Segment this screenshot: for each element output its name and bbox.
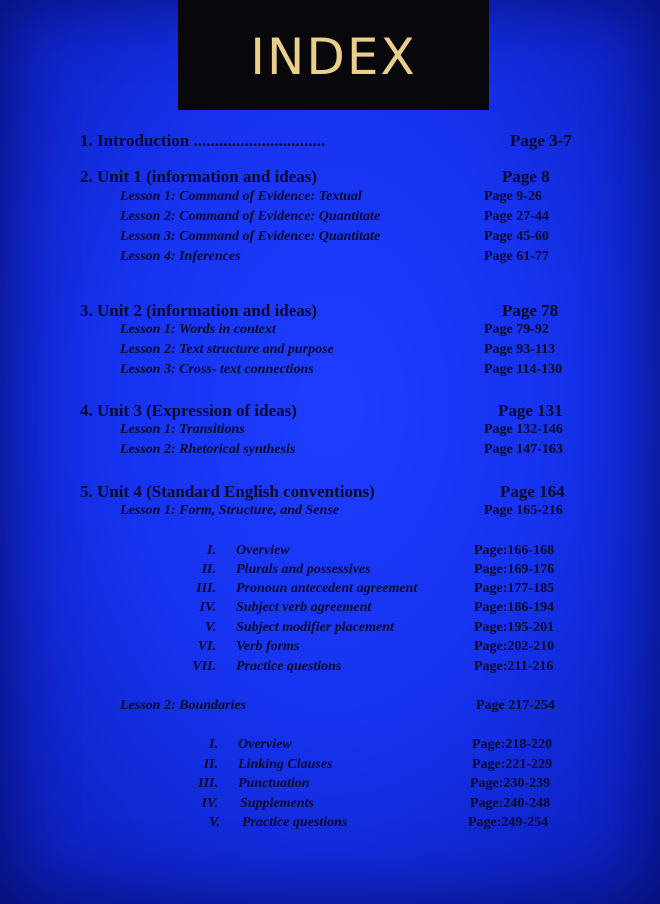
unit2-page: Page 78 <box>502 301 559 320</box>
l1-item2-label: Plurals and possessives <box>236 562 371 577</box>
l2-item3-page: Page:230-239 <box>470 776 551 791</box>
l1-item3-num: III. <box>196 581 216 596</box>
l1-item1-num: I. <box>207 543 216 558</box>
unit1-lesson4-page: Page 61-77 <box>484 249 549 264</box>
unit2-lesson2-page: Page 93-113 <box>484 342 556 357</box>
unit2-lesson3-label: Lesson 3: Cross- text connections <box>120 362 314 377</box>
l2-item2-page: Page:221-229 <box>472 757 553 772</box>
unit1-page: Page 8 <box>502 167 550 186</box>
unit1-lesson3-page: Page 45-60 <box>484 229 549 244</box>
unit4-lesson2-page: Page 217-254 <box>476 698 555 713</box>
unit3-lesson2-page: Page 147-163 <box>484 442 563 457</box>
unit2-label: 3. Unit 2 (information and ideas) <box>80 301 318 320</box>
unit3-lesson1-label: Lesson 1: Transitions <box>120 422 245 437</box>
unit3-page: Page 131 <box>498 401 563 420</box>
l2-item4-label: Supplements <box>240 796 314 811</box>
l1-item7-page: Page:211-216 <box>474 659 554 674</box>
l1-item6-label: Verb forms <box>236 639 300 654</box>
unit1-lesson3-label: Lesson 3: Command of Evidence: Quantitate <box>120 229 381 244</box>
index-banner <box>178 0 489 110</box>
unit2-lesson2-label: Lesson 2: Text structure and purpose <box>120 342 334 357</box>
index-title: INDEX <box>250 28 417 86</box>
unit4-lesson1-label: Lesson 1: Form, Structure, and Sense <box>120 503 339 518</box>
unit1-lesson2-label: Lesson 2: Command of Evidence: Quantitate <box>120 209 381 224</box>
l2-item1-label: Overview <box>238 737 292 752</box>
unit4-page: Page 164 <box>500 482 565 501</box>
l1-item4-label: Subject verb agreement <box>236 600 372 615</box>
unit1-lesson1-label: Lesson 1: Command of Evidence: Textual <box>120 189 362 204</box>
unit4-lesson1-page: Page 165-216 <box>484 503 563 518</box>
l2-item5-label: Practice questions <box>242 815 348 830</box>
unit2-lesson3-page: Page 114-130 <box>484 362 563 377</box>
l2-item4-num: IV. <box>201 796 218 811</box>
unit1-lesson2-page: Page 27-44 <box>484 209 549 224</box>
l1-item6-num: VI. <box>197 639 216 654</box>
l2-item1-num: I. <box>209 737 218 752</box>
intro-page: Page 3-7 <box>510 131 572 150</box>
unit1-lesson1-page: Page 9-26 <box>484 189 542 204</box>
unit4-lesson2-label: Lesson 2: Boundaries <box>120 698 247 713</box>
l2-item5-num: V. <box>208 815 220 830</box>
l1-item2-page: Page:169-176 <box>474 562 555 577</box>
unit3-label: 4. Unit 3 (Expression of ideas) <box>80 401 297 420</box>
l2-item3-label: Punctuation <box>238 776 310 791</box>
l2-item3-num: III. <box>198 776 218 791</box>
intro-label: 1. Introduction ............................... <box>80 131 326 150</box>
l2-item2-num: II. <box>203 757 218 772</box>
l2-item1-page: Page:218-220 <box>472 737 553 752</box>
unit1-label: 2. Unit 1 (information and ideas) <box>80 167 318 186</box>
l2-item2-label: Linking Clauses <box>238 757 333 772</box>
l1-item5-label: Subject modifier placement <box>236 620 394 635</box>
l1-item4-page: Page:186-194 <box>474 600 555 615</box>
unit1-lesson4-label: Lesson 4: Inferences <box>120 249 241 264</box>
l1-item3-label: Pronoun antecedent agreement <box>236 581 418 596</box>
l1-item6-page: Page:202-210 <box>474 639 555 654</box>
l1-item1-page: Page:166-168 <box>474 543 555 558</box>
l1-item7-label: Practice questions <box>236 659 342 674</box>
l1-item3-page: Page:177-185 <box>474 581 555 596</box>
unit2-lesson1-page: Page 79-92 <box>484 322 549 337</box>
unit3-lesson2-label: Lesson 2: Rhetorical synthesis <box>120 442 296 457</box>
l1-item2-num: II. <box>201 562 216 577</box>
l1-item1-label: Overview <box>236 543 290 558</box>
l2-item4-page: Page:240-248 <box>470 796 551 811</box>
l1-item5-num: V. <box>204 620 216 635</box>
unit2-lesson1-label: Lesson 1: Words in context <box>120 322 276 337</box>
unit4-label: 5. Unit 4 (Standard English conventions) <box>80 482 375 501</box>
l2-item5-page: Page:249-254 <box>468 815 549 830</box>
l1-item7-num: VII. <box>192 659 216 674</box>
l1-item4-num: IV. <box>199 600 216 615</box>
unit3-lesson1-page: Page 132-146 <box>484 422 563 437</box>
l1-item5-page: Page:195-201 <box>474 620 555 635</box>
